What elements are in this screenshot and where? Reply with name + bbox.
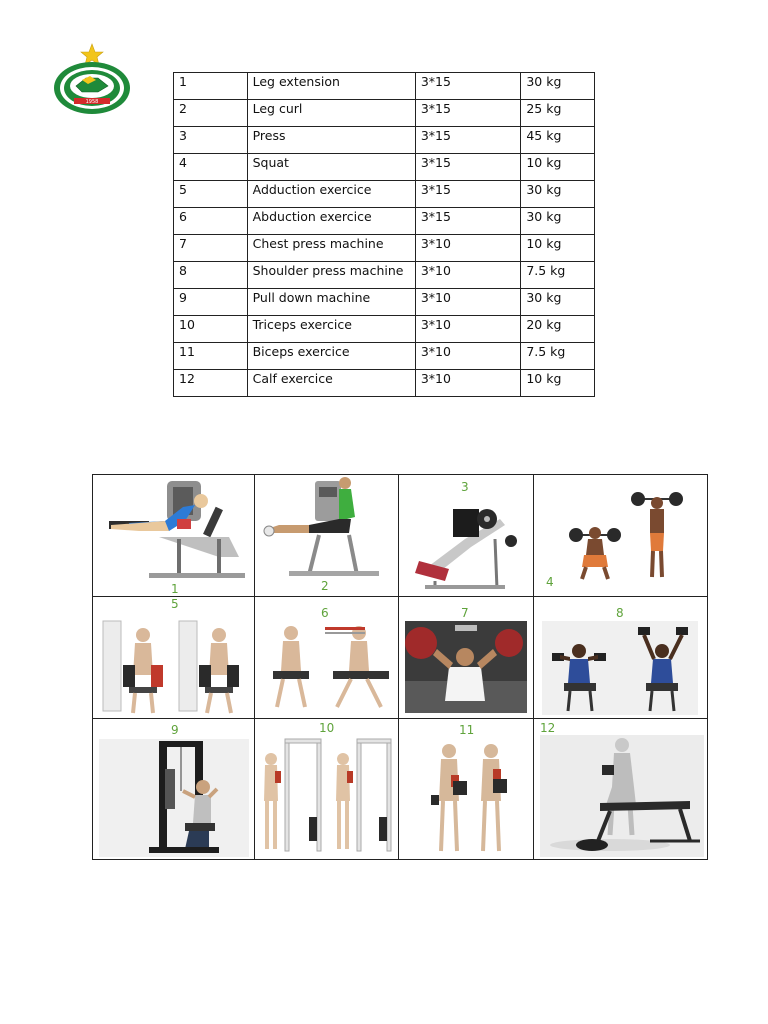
triceps-illustration — [261, 737, 393, 857]
leg-extension-illustration — [99, 477, 251, 587]
image-cell-10 — [255, 719, 399, 860]
exercise-sets-cell: 3*15 — [415, 208, 520, 235]
exercise-name-cell: Shoulder press machine — [247, 262, 415, 289]
exercise-num-cell: 1 — [174, 73, 248, 100]
image-label-12: 12 — [540, 721, 556, 735]
exercise-num-cell: 7 — [174, 235, 248, 262]
table-row — [174, 235, 595, 262]
biceps-illustration — [427, 741, 513, 855]
table-row — [174, 154, 595, 181]
exercise-sets-cell: 3*15 — [415, 73, 520, 100]
exercise-sets-cell: 3*10 — [415, 370, 520, 397]
table-row — [174, 370, 595, 397]
image-cell-2 — [255, 474, 399, 597]
exercise-weight-cell: 30 kg — [521, 73, 595, 100]
table-row — [174, 127, 595, 154]
exercise-sets-cell: 3*15 — [415, 127, 520, 154]
table-row — [174, 289, 595, 316]
exercise-name-cell: Adduction exercice — [247, 181, 415, 208]
pull-down-illustration — [99, 739, 249, 857]
exercise-name-cell: Leg curl — [247, 100, 415, 127]
image-label-10: 10 — [319, 721, 335, 735]
exercise-sets-cell: 3*10 — [415, 316, 520, 343]
exercise-num-cell: 12 — [174, 370, 248, 397]
exercise-num-cell: 6 — [174, 208, 248, 235]
table-row — [174, 73, 595, 100]
exercise-weight-cell: 10 kg — [521, 154, 595, 181]
table-row — [174, 181, 595, 208]
image-cell-11 — [399, 719, 534, 860]
exercise-image-grid — [92, 474, 708, 860]
exercise-sets-cell: 3*10 — [415, 343, 520, 370]
image-label-9: 9 — [171, 723, 179, 737]
leg-curl-illustration — [259, 475, 385, 579]
table-row — [174, 208, 595, 235]
club-logo — [52, 42, 132, 117]
exercise-name-cell: Press — [247, 127, 415, 154]
exercise-num-cell: 9 — [174, 289, 248, 316]
exercise-num-cell: 5 — [174, 181, 248, 208]
adduction-illustration — [99, 617, 251, 717]
exercise-num-cell: 2 — [174, 100, 248, 127]
exercise-sets-cell: 3*15 — [415, 100, 520, 127]
exercise-weight-cell: 7.5 kg — [521, 262, 595, 289]
image-label-4: 4 — [546, 575, 554, 589]
image-label-7: 7 — [461, 606, 469, 620]
image-label-8: 8 — [616, 606, 624, 620]
image-cell-4 — [534, 474, 708, 597]
table-row — [174, 343, 595, 370]
image-label-11: 11 — [459, 723, 475, 737]
exercise-weight-cell: 7.5 kg — [521, 343, 595, 370]
image-cell-6 — [255, 597, 399, 719]
leg-press-illustration — [405, 499, 525, 591]
image-cell-12 — [534, 719, 708, 860]
image-label-6: 6 — [321, 606, 329, 620]
exercise-sets-cell: 3*15 — [415, 154, 520, 181]
chest-press-illustration — [405, 621, 527, 713]
exercise-num-cell: 4 — [174, 154, 248, 181]
exercise-weight-cell: 10 kg — [521, 235, 595, 262]
image-label-2: 2 — [321, 579, 329, 593]
exercise-weight-cell: 45 kg — [521, 127, 595, 154]
workout-table — [173, 72, 595, 397]
star-icon — [81, 44, 103, 65]
exercise-num-cell: 10 — [174, 316, 248, 343]
image-cell-5 — [92, 597, 255, 719]
exercise-name-cell: Chest press machine — [247, 235, 415, 262]
image-cell-1 — [92, 474, 255, 597]
shoulder-press-illustration — [542, 621, 698, 715]
image-cell-9 — [92, 719, 255, 860]
exercise-sets-cell: 3*15 — [415, 181, 520, 208]
image-cell-7 — [399, 597, 534, 719]
exercise-name-cell: Squat — [247, 154, 415, 181]
exercise-name-cell: Leg extension — [247, 73, 415, 100]
image-label-1: 1 — [171, 582, 179, 596]
exercise-num-cell: 8 — [174, 262, 248, 289]
table-row — [174, 316, 595, 343]
exercise-name-cell: Calf exercice — [247, 370, 415, 397]
exercise-num-cell: 11 — [174, 343, 248, 370]
exercise-sets-cell: 3*10 — [415, 289, 520, 316]
exercise-sets-cell: 3*10 — [415, 262, 520, 289]
image-cell-8 — [534, 597, 708, 719]
exercise-weight-cell: 10 kg — [521, 370, 595, 397]
image-cell-3 — [399, 474, 534, 597]
exercise-weight-cell: 30 kg — [521, 181, 595, 208]
calf-illustration — [540, 735, 704, 857]
exercise-weight-cell: 30 kg — [521, 289, 595, 316]
image-label-5: 5 — [171, 597, 179, 611]
exercise-name-cell: Triceps exercice — [247, 316, 415, 343]
exercise-weight-cell: 25 kg — [521, 100, 595, 127]
exercise-num-cell: 3 — [174, 127, 248, 154]
table-row — [174, 262, 595, 289]
exercise-sets-cell: 3*10 — [415, 235, 520, 262]
exercise-name-cell: Biceps exercice — [247, 343, 415, 370]
exercise-name-cell: Pull down machine — [247, 289, 415, 316]
exercise-weight-cell: 20 kg — [521, 316, 595, 343]
squat-illustration — [568, 485, 688, 581]
table-row — [174, 100, 595, 127]
abduction-illustration — [263, 623, 393, 713]
image-label-3: 3 — [461, 480, 469, 494]
logo-year: 1958 — [85, 99, 99, 105]
exercise-weight-cell: 30 kg — [521, 208, 595, 235]
exercise-name-cell: Abduction exercice — [247, 208, 415, 235]
